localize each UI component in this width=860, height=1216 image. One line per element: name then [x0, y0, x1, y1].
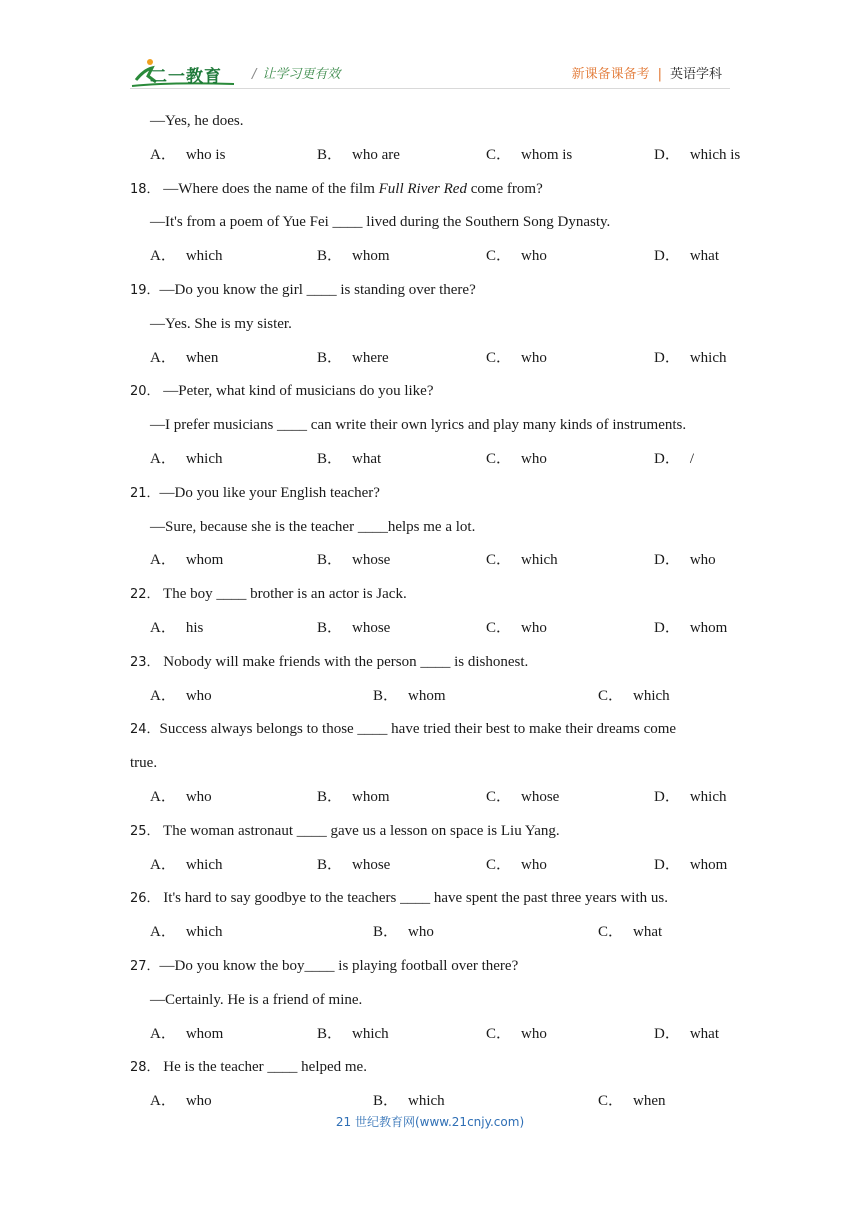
option-text: whom is — [521, 146, 573, 163]
answer-option[interactable] — [317, 544, 390, 578]
option-text: who — [408, 924, 434, 941]
option-letter: B． — [317, 146, 343, 163]
question-stem — [130, 713, 740, 747]
answer-option[interactable] — [150, 443, 223, 477]
answer-option[interactable] — [317, 342, 389, 376]
option-row — [130, 544, 740, 578]
option-letter: D． — [654, 619, 680, 636]
option-letter: A． — [150, 146, 176, 163]
option-row — [130, 443, 740, 477]
answer-option[interactable] — [654, 139, 740, 173]
question-text: It's hard to say goodbye to the teachers ____ have spent the past three years with us. — [159, 890, 668, 907]
option-text: which — [521, 552, 558, 569]
answer-option[interactable] — [486, 443, 547, 477]
option-letter: D． — [654, 788, 680, 805]
question-stem — [130, 646, 740, 680]
option-text: who — [521, 349, 547, 366]
question-text: —Do you know the girl ____ is standing over there? — [159, 281, 476, 298]
option-letter: A． — [150, 619, 176, 636]
answer-option[interactable] — [150, 544, 223, 578]
answer-option[interactable] — [654, 544, 716, 578]
option-letter: D． — [654, 450, 680, 467]
question-number: 20． — [130, 384, 160, 400]
option-text: which — [352, 1025, 389, 1042]
option-text: whom — [689, 856, 728, 873]
option-letter: C． — [486, 856, 512, 873]
option-text: who — [521, 1025, 547, 1042]
option-text: whose — [352, 619, 391, 636]
question-stem — [130, 578, 740, 612]
question-number: 25． — [130, 823, 160, 839]
question-stem — [130, 173, 740, 207]
logo — [130, 56, 240, 90]
option-text: who — [689, 552, 716, 569]
option-letter: B． — [317, 856, 343, 873]
answer-option[interactable] — [317, 443, 381, 477]
answer-option[interactable] — [486, 342, 547, 376]
option-letter: D． — [654, 552, 680, 569]
option-letter: C． — [486, 248, 512, 265]
answer-option[interactable] — [486, 612, 547, 646]
option-letter: C． — [598, 687, 624, 704]
option-text: whose — [521, 788, 560, 805]
option-text: when — [185, 349, 219, 366]
option-letter: C． — [486, 552, 512, 569]
option-letter: C． — [486, 146, 512, 163]
option-letter: B． — [373, 687, 399, 704]
answer-option[interactable] — [486, 139, 572, 173]
answer-option[interactable] — [654, 240, 719, 274]
question-text: The boy ____ brother is an actor is Jack. — [159, 586, 407, 603]
dialogue-line: true. — [130, 755, 158, 772]
option-letter: B． — [373, 924, 399, 941]
option-letter: B． — [317, 1025, 343, 1042]
answer-option[interactable] — [150, 139, 225, 173]
question-stem — [130, 274, 740, 308]
option-text: whom — [185, 1025, 224, 1042]
answer-option[interactable] — [654, 443, 694, 477]
option-text: which — [185, 248, 223, 265]
question-text: —Do you know the boy____ is playing football over there? — [159, 957, 519, 974]
option-text: which — [185, 924, 223, 941]
logo-text: 二一教育 — [150, 67, 222, 87]
option-text: who — [185, 1093, 212, 1110]
question-text: Nobody will make friends with the person ____ is dishonest. — [159, 653, 529, 670]
option-text: what — [352, 450, 382, 467]
option-letter: A． — [150, 788, 176, 805]
question-text-end: come from? — [466, 180, 543, 197]
option-row — [130, 342, 740, 376]
answer-option[interactable] — [654, 781, 727, 815]
option-text: when — [633, 1093, 666, 1110]
option-letter: D． — [654, 856, 680, 873]
question-text: He is the teacher ____ helped me. — [159, 1059, 367, 1076]
answer-option[interactable] — [317, 781, 390, 815]
answer-option[interactable] — [486, 781, 559, 815]
question-number: 22． — [130, 587, 160, 603]
option-letter: A． — [150, 687, 176, 704]
question-number: 26． — [130, 891, 160, 907]
answer-option[interactable] — [654, 342, 727, 376]
option-text: what — [633, 924, 663, 941]
option-letter: A． — [150, 552, 176, 569]
question-number: 18． — [130, 181, 160, 197]
answer-option[interactable] — [150, 680, 212, 714]
question-number: 21． — [130, 485, 160, 501]
question-number: 19． — [130, 282, 160, 298]
slogan: / 让学习更有效 — [252, 67, 341, 82]
option-letter: B． — [317, 349, 343, 366]
option-text: who — [521, 619, 547, 636]
question-text: The woman astronaut ____ gave us a lesson on space is Liu Yang. — [159, 822, 560, 839]
option-letter: C． — [486, 349, 512, 366]
option-letter: A． — [150, 924, 176, 941]
option-letter: A． — [150, 349, 176, 366]
dialogue-line: —I prefer musicians ____ can write their own lyrics and play many kinds of instruments. — [150, 417, 687, 434]
option-letter: A． — [150, 1093, 176, 1110]
question-number: 24． — [130, 722, 160, 738]
option-text: which — [185, 450, 223, 467]
question-stem — [130, 477, 740, 511]
option-row — [130, 612, 740, 646]
option-text: which — [185, 856, 223, 873]
option-text: whom — [185, 552, 224, 569]
header-divider — [130, 88, 730, 89]
option-letter: A． — [150, 248, 176, 265]
option-letter: D． — [654, 349, 680, 366]
answer-option[interactable] — [150, 342, 218, 376]
option-row — [130, 139, 740, 173]
answer-option[interactable] — [150, 849, 223, 883]
option-text: who — [185, 687, 212, 704]
answer-option[interactable] — [317, 240, 390, 274]
dialogue-line: —Yes. She is my sister. — [150, 315, 292, 332]
option-text: his — [185, 619, 204, 636]
question-stem — [130, 950, 740, 984]
question-text: —Peter, what kind of musicians do you like? — [159, 383, 434, 400]
option-text: where — [352, 349, 389, 366]
dialogue-line: —It's from a poem of Yue Fei ____ lived during the Southern Song Dynasty. — [150, 214, 611, 231]
option-text: whose — [352, 552, 391, 569]
answer-option[interactable] — [317, 849, 390, 883]
page-header — [130, 56, 730, 90]
option-text: who is — [185, 146, 226, 163]
question-stem — [130, 1051, 740, 1085]
option-row — [130, 849, 740, 883]
dialogue-line: —Yes, he does. — [150, 113, 244, 129]
option-letter: D． — [654, 1025, 680, 1042]
option-row — [130, 1018, 740, 1052]
option-letter: B． — [317, 450, 343, 467]
option-letter: C． — [486, 619, 512, 636]
option-text: which is — [689, 146, 741, 163]
option-letter: C． — [486, 1025, 512, 1042]
option-text: whom — [352, 788, 390, 805]
answer-option[interactable] — [598, 916, 662, 950]
answer-option[interactable] — [150, 916, 223, 950]
option-letter: B． — [317, 788, 343, 805]
answer-option[interactable] — [598, 680, 670, 714]
option-text: what — [689, 1025, 720, 1042]
option-letter: B． — [317, 619, 343, 636]
question-text: —Do you like your English teacher? — [159, 484, 380, 501]
answer-option[interactable] — [317, 139, 400, 173]
option-text: whom — [689, 619, 728, 636]
question-number: 23． — [130, 654, 160, 670]
option-text: / — [689, 450, 695, 467]
answer-option[interactable] — [654, 612, 727, 646]
option-text: which — [633, 687, 670, 704]
dialogue-line: —Sure, because she is the teacher ____helps me a lot. — [150, 518, 476, 535]
answer-option[interactable] — [654, 1018, 719, 1052]
option-letter: A． — [150, 1025, 176, 1042]
option-text: who — [185, 788, 212, 805]
option-text: whose — [352, 856, 391, 873]
question-number: 28． — [130, 1060, 160, 1076]
option-letter: C． — [486, 450, 512, 467]
option-letter: B． — [317, 248, 343, 265]
answer-option[interactable] — [317, 612, 390, 646]
answer-option[interactable] — [317, 1018, 389, 1052]
answer-option[interactable] — [486, 240, 547, 274]
option-row — [130, 240, 740, 274]
header-course-label: 新课备课备考 — [571, 67, 650, 82]
header-right: 新课备课备考 | 英语学科 — [571, 67, 722, 82]
question-stem — [130, 882, 740, 916]
option-text: who — [521, 450, 547, 467]
option-letter: B． — [373, 1093, 399, 1110]
option-letter: B． — [317, 552, 343, 569]
option-letter: A． — [150, 856, 176, 873]
dialogue-line: —Certainly. He is a friend of mine. — [150, 991, 363, 1008]
option-letter: D． — [654, 146, 680, 163]
answer-option[interactable] — [150, 240, 223, 274]
answer-option[interactable] — [486, 544, 558, 578]
answer-option[interactable] — [150, 781, 212, 815]
option-letter: C． — [486, 788, 512, 805]
option-letter: A． — [150, 450, 176, 467]
question-number: 27． — [130, 958, 160, 974]
answer-option[interactable] — [486, 849, 547, 883]
option-letter: C． — [598, 1093, 624, 1110]
answer-option[interactable] — [486, 1018, 547, 1052]
option-text: which — [689, 788, 727, 805]
answer-option[interactable] — [373, 916, 434, 950]
option-text: whom — [408, 687, 446, 704]
film-title: Full River Red — [378, 180, 467, 197]
question-text: Success always belongs to those ____ have tried their best to make their dreams come — [159, 721, 677, 738]
question-list — [130, 105, 740, 1119]
slogan-text: 让学习更有效 — [262, 67, 341, 82]
answer-option[interactable] — [150, 1018, 223, 1052]
option-text: who are — [352, 146, 400, 163]
question-text: —Where does the name of the film — [159, 180, 379, 197]
option-row — [130, 916, 740, 950]
option-text: what — [689, 248, 720, 265]
answer-option[interactable] — [373, 680, 446, 714]
option-text: who — [521, 248, 547, 265]
option-text: which — [689, 349, 727, 366]
option-letter: D． — [654, 248, 680, 265]
option-text: whom — [352, 248, 390, 265]
option-letter: C． — [598, 924, 624, 941]
question-stem — [130, 375, 740, 409]
answer-option[interactable] — [654, 849, 727, 883]
option-row — [130, 781, 740, 815]
page-footer: 21 世纪教育网(www.21cnjy.com) — [335, 1115, 525, 1129]
option-row — [130, 680, 740, 714]
answer-option[interactable] — [150, 612, 203, 646]
option-text: which — [408, 1093, 445, 1110]
header-subject-label: 英语学科 — [669, 67, 722, 82]
option-text: who — [521, 856, 547, 873]
question-stem — [130, 815, 740, 849]
